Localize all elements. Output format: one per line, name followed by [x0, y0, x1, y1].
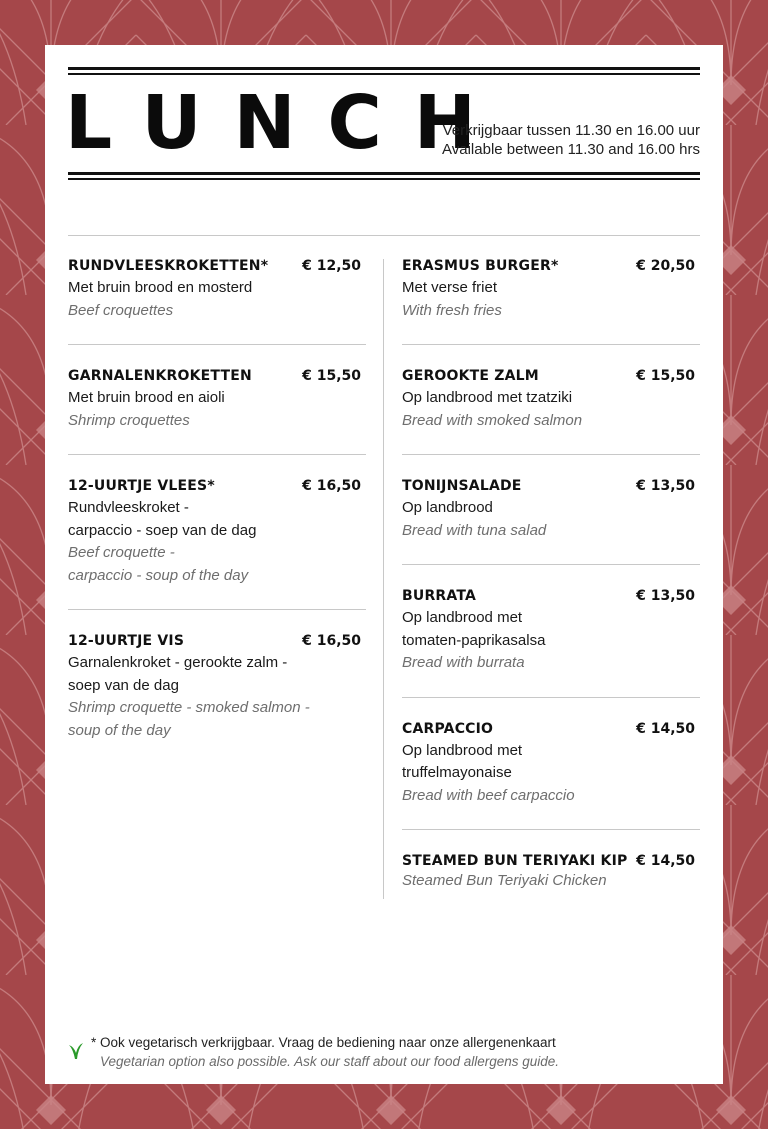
menu-item [68, 345, 366, 455]
menu-item-name: BURRATA [402, 588, 477, 604]
menu-item-description-dutch: tomaten-paprikasalsa [402, 631, 546, 649]
menu-item-header [402, 477, 700, 495]
availability-dutch: Verkrijgbaar tussen 11.30 en 16.00 uur [442, 122, 700, 139]
menu-item-description-dutch: Met verse friet [402, 279, 498, 296]
footnote-english: Vegetarian option also possible. Ask our staff about our food allergens guide. [100, 1054, 560, 1069]
availability-info [442, 121, 700, 159]
menu-item-header [402, 587, 700, 605]
menu-item-name: TONIJNSALADE [402, 478, 522, 494]
menu-item-price: € 16,50 [302, 478, 361, 494]
menu-item-price: € 13,50 [636, 478, 695, 494]
menu-item-price: € 13,50 [636, 588, 695, 604]
menu-item [402, 698, 700, 831]
menu-item-header [68, 477, 366, 495]
menu-item-name: STEAMED BUN TERIYAKI KIP [402, 853, 628, 869]
menu-item-header [68, 632, 366, 650]
left-menu-column [68, 235, 366, 742]
menu-item-price: € 15,50 [302, 368, 361, 384]
vegetarian-leaf-icon [67, 1039, 85, 1061]
menu-item-price: € 14,50 [636, 720, 695, 737]
menu-item-description-dutch: Garnalenkroket - gerookte zalm - [68, 654, 288, 671]
menu-item-description-english: Beef croquettes [68, 301, 174, 319]
menu-item-description-english: Shrimp croquette - smoked salmon - [68, 699, 310, 716]
menu-item [68, 610, 366, 742]
menu-item-name: 12-UURTJE VLEES* [68, 478, 215, 494]
menu-item-price: € 16,50 [302, 633, 361, 649]
page-title: LUNCH [65, 80, 508, 166]
menu-item-price: € 12,50 [302, 258, 361, 274]
menu-item-description-english: Bread with burrata [402, 654, 525, 671]
footnote [67, 1033, 559, 1071]
menu-item-description-dutch: carpaccio - soep van de dag [68, 521, 257, 539]
menu-item-description-dutch: truffelmayonaise [402, 764, 512, 781]
menu-item-description-dutch: Met bruin brood en aioli [68, 389, 225, 406]
column-divider [383, 259, 384, 899]
menu-item-description-dutch: Op landbrood met tzatziki [402, 389, 573, 406]
menu-item [68, 235, 366, 345]
menu-item-price: € 15,50 [636, 368, 695, 384]
menu-item-description-english: Bread with tuna salad [402, 521, 547, 539]
menu-item-description-english: Shrimp croquettes [68, 411, 190, 429]
menu-item-description-english: With fresh fries [402, 301, 502, 319]
menu-item-description-dutch: Op landbrood [402, 499, 493, 516]
menu-item-price: € 20,50 [636, 258, 695, 274]
menu-item [402, 565, 700, 698]
menu-item-description-dutch: Op landbrood met [402, 609, 523, 626]
menu-item-header [402, 852, 700, 870]
menu-item [402, 235, 700, 345]
menu-item [402, 345, 700, 455]
menu-item-description-dutch: Met bruin brood en mosterd [68, 279, 253, 296]
menu-item [68, 455, 366, 610]
menu-item-header [68, 367, 366, 385]
menu-item-description-english: soup of the day [68, 721, 171, 739]
menu-item-name: CARPACCIO [402, 720, 494, 737]
menu-item-description-english: Bread with beef carpaccio [402, 786, 575, 804]
menu-item-name: RUNDVLEESKROKETTEN* [68, 258, 269, 274]
menu-item-price: € 14,50 [636, 853, 695, 869]
footnote-dutch: * Ook vegetarisch verkrijgbaar. Vraag de bediening naar onze allergenenkaart [91, 1035, 556, 1050]
menu-item-header [402, 367, 700, 385]
menu-item-name: GARNALENKROKETTEN [68, 368, 252, 384]
menu-item-name: GEROOKTE ZALM [402, 368, 539, 384]
right-menu-column [402, 235, 700, 893]
menu-item-description-dutch: Op landbrood met [402, 741, 523, 759]
menu-item-header [402, 257, 700, 275]
availability-english: Available between 11.30 and 16.00 hrs [442, 141, 700, 158]
menu-item-description-english: Beef croquette - [68, 544, 175, 561]
header-bottom-rule [68, 172, 700, 180]
menu-item-description-dutch: soep van de dag [68, 676, 179, 694]
menu-item-header [402, 720, 700, 738]
menu-card [45, 45, 723, 1084]
menu-item-header [68, 257, 366, 275]
menu-item-name: 12-UURTJE VIS [68, 633, 185, 649]
menu-item-description-dutch: Rundvleeskroket - [68, 499, 189, 516]
menu-item-description-english: carpaccio - soup of the day [68, 566, 249, 584]
menu-item [402, 830, 700, 893]
menu-item-description-english: Bread with smoked salmon [402, 411, 583, 429]
header-top-rule [68, 67, 700, 75]
menu-item [402, 455, 700, 565]
menu-item-description-english: Steamed Bun Teriyaki Chicken [402, 872, 607, 889]
menu-item-name: ERASMUS BURGER* [402, 258, 559, 274]
